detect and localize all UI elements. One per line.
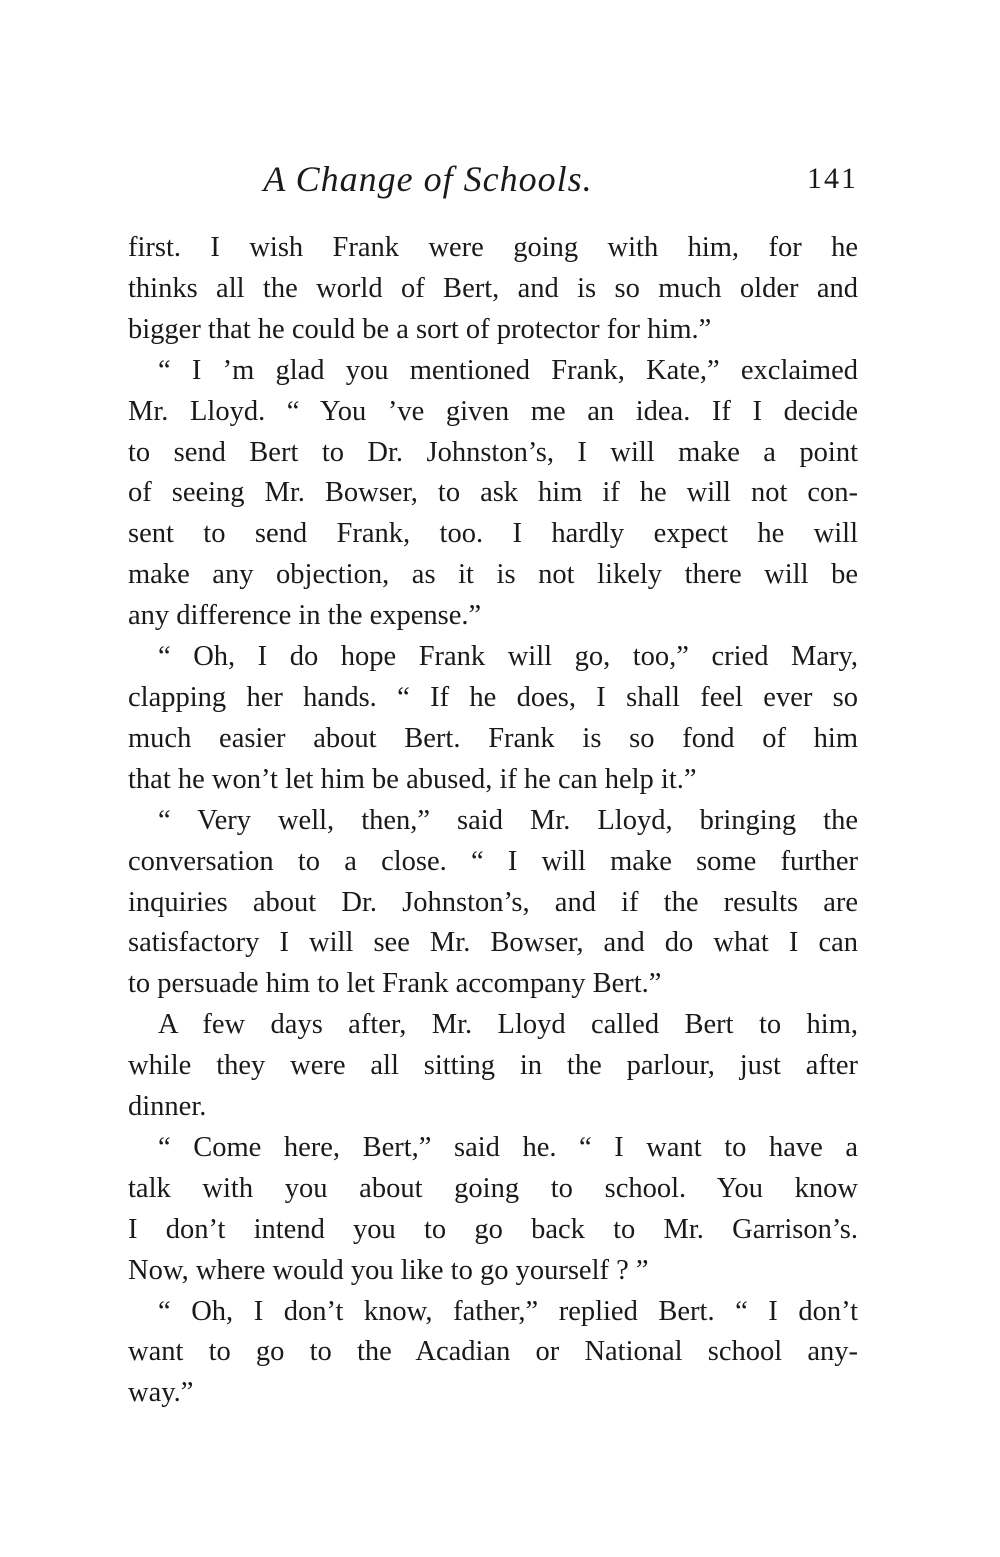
text-line: satisfactory I will see Mr. Bowser, and do what I can (128, 927, 858, 959)
text-line: first. I wish Frank were going with him, for he (128, 232, 858, 263)
paragraph (128, 1128, 858, 1292)
text-line: to send Bert to Dr. Johnston’s, I will make a point (128, 436, 858, 468)
text-line: “ Oh, I don’t know, father,” replied Bert. “ I don’t (158, 1295, 858, 1327)
text-line: make any objection, as it is not likely there will be (128, 559, 858, 591)
text-line: “ Very well, then,” said Mr. Lloyd, bringing the (158, 804, 858, 836)
text-line: of seeing Mr. Bowser, to ask him if he will not con- (128, 477, 858, 509)
paragraph (128, 228, 858, 351)
paragraph (128, 1005, 858, 1128)
text-line: A few days after, Mr. Lloyd called Bert to him, (158, 1009, 858, 1041)
text-line: clapping her hands. “ If he does, I shall feel ever so (128, 681, 858, 713)
text-line: thinks all the world of Bert, and is so much older and (128, 272, 858, 304)
text-line: that he won’t let him be abused, if he can help it.” (128, 763, 697, 795)
text-line: inquiries about Dr. Johnston’s, and if the results are (128, 886, 858, 918)
text-line: bigger that he could be a sort of protector for him.” (128, 313, 712, 345)
paragraph (128, 351, 858, 637)
text-line: much easier about Bert. Frank is so fond of him (128, 722, 858, 754)
text-line: to persuade him to let Frank accompany Bert.” (128, 968, 662, 1000)
text-line: while they were all sitting in the parlour, just after (128, 1050, 858, 1082)
text-line: “ Come here, Bert,” said he. “ I want to have a (158, 1131, 858, 1163)
body-text (128, 228, 858, 1414)
text-line: talk with you about going to school. You know (128, 1172, 858, 1204)
text-line: Mr. Lloyd. “ You ’ve given me an idea. If I decide (128, 395, 858, 427)
text-line: “ I ’m glad you mentioned Frank, Kate,” exclaimed (158, 354, 858, 386)
paragraph (128, 801, 858, 1006)
paragraph (128, 1292, 858, 1415)
text-line: want to go to the Acadian or National school any- (128, 1336, 858, 1368)
text-line: I don’t intend you to go back to Mr. Garrison’s. (128, 1213, 858, 1245)
text-line: Now, where would you like to go yourself ? ” (128, 1254, 649, 1286)
page-number: 141 (807, 162, 858, 195)
text-line: dinner. (128, 1091, 207, 1123)
running-head (128, 158, 858, 208)
text-line: conversation to a close. “ I will make some further (128, 845, 858, 877)
running-title: A Change of Schools. (263, 159, 593, 199)
text-line: way.” (128, 1377, 194, 1409)
text-line: “ Oh, I do hope Frank will go, too,” cried Mary, (158, 641, 858, 673)
paragraph (128, 637, 858, 801)
text-line: any difference in the expense.” (128, 600, 482, 632)
text-line: sent to send Frank, too. I hardly expect he will (128, 518, 858, 550)
